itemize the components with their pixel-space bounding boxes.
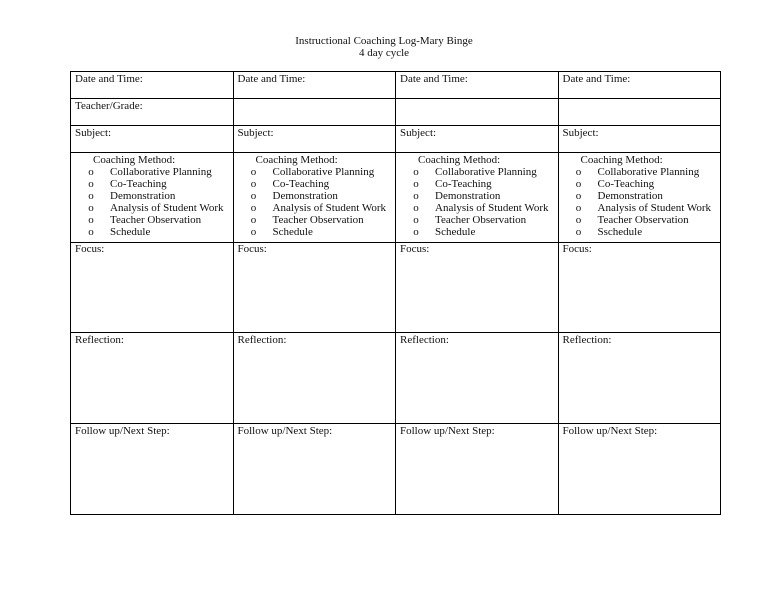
coaching-method-option[interactable] (573, 190, 717, 202)
row-subject (71, 126, 721, 153)
cell-focus[interactable] (558, 243, 721, 333)
cell-date-time[interactable] (396, 72, 559, 99)
option-label: Teacher Observation (110, 214, 202, 226)
row-focus (71, 243, 721, 333)
row-follow-up (71, 424, 721, 515)
coaching-method-list (238, 166, 392, 238)
coaching-method-option[interactable] (573, 214, 717, 226)
option-label: Collaborative Planning (110, 166, 212, 178)
option-label: Schedule (110, 226, 151, 238)
option-label: Collaborative Planning (272, 166, 375, 178)
row-teacher-grade (71, 99, 721, 126)
coaching-method-label: Coaching Method: (255, 154, 338, 166)
row-reflection (71, 333, 721, 424)
coaching-method-option[interactable] (248, 226, 392, 238)
follow-up-label: Follow up/Next Step: (400, 425, 495, 437)
option-label: Demonstration (597, 190, 663, 202)
subject-label: Subject: (237, 127, 274, 139)
option-label: Analysis of Student Work (435, 202, 549, 214)
option-label: Teacher Observation (435, 214, 527, 226)
circle-bullet-icon: o (88, 202, 94, 214)
cell-reflection[interactable] (233, 333, 396, 424)
coaching-method-option[interactable] (410, 190, 554, 202)
coaching-method-option[interactable] (410, 214, 554, 226)
option-label: Analysis of Student Work (110, 202, 224, 214)
cell-follow-up[interactable] (558, 424, 721, 515)
document-header (0, 35, 768, 59)
coaching-method-option[interactable] (85, 226, 229, 238)
circle-bullet-icon: o (88, 166, 94, 178)
circle-bullet-icon: o (575, 214, 582, 226)
subject-label: Subject: (562, 127, 599, 139)
circle-bullet-icon: o (250, 190, 257, 202)
circle-bullet-icon: o (250, 202, 257, 214)
reflection-label: Reflection: (237, 334, 287, 346)
coaching-method-option[interactable] (85, 178, 229, 190)
coaching-method-option[interactable] (410, 226, 554, 238)
circle-bullet-icon: o (575, 202, 582, 214)
cell-date-time[interactable] (233, 72, 396, 99)
option-label: Demonstration (435, 190, 501, 202)
circle-bullet-icon: o (575, 178, 582, 190)
circle-bullet-icon: o (575, 166, 582, 178)
date-time-label: Date and Time: (562, 73, 631, 85)
cell-date-time[interactable] (71, 72, 234, 99)
cell-subject[interactable] (71, 126, 234, 153)
coaching-method-option[interactable] (85, 190, 229, 202)
circle-bullet-icon: o (413, 214, 419, 226)
reflection-label: Reflection: (75, 334, 124, 346)
circle-bullet-icon: o (250, 226, 257, 238)
cell-subject[interactable] (233, 126, 396, 153)
cell-teacher-grade[interactable] (558, 99, 721, 126)
subject-label: Subject: (75, 127, 112, 139)
coaching-method-option[interactable] (410, 178, 554, 190)
coaching-method-option[interactable] (410, 166, 554, 178)
date-time-label: Date and Time: (237, 73, 306, 85)
cell-focus[interactable] (233, 243, 396, 333)
option-label: Schedule (272, 226, 313, 238)
option-label: Analysis of Student Work (272, 202, 386, 214)
cell-teacher-grade[interactable] (396, 99, 559, 126)
cell-teacher-grade[interactable] (233, 99, 396, 126)
coaching-method-label: Coaching Method: (93, 154, 176, 166)
coaching-method-option[interactable] (573, 226, 717, 238)
circle-bullet-icon: o (250, 166, 257, 178)
date-time-label: Date and Time: (75, 73, 143, 85)
option-label: Co-Teaching (110, 178, 167, 190)
coaching-method-option[interactable] (573, 166, 717, 178)
row-coaching-method (71, 153, 721, 243)
cell-reflection[interactable] (71, 333, 234, 424)
circle-bullet-icon: o (250, 214, 257, 226)
option-label: Collaborative Planning (435, 166, 537, 178)
subject-label: Subject: (400, 127, 437, 139)
coaching-method-label: Coaching Method: (418, 154, 501, 166)
coaching-method-list (400, 166, 554, 238)
option-label: Collaborative Planning (597, 166, 700, 178)
coaching-method-option[interactable] (248, 190, 392, 202)
circle-bullet-icon: o (413, 178, 419, 190)
coaching-method-list (563, 166, 717, 238)
option-label: Co-Teaching (597, 178, 655, 190)
coaching-method-option[interactable] (248, 202, 392, 214)
circle-bullet-icon: o (88, 190, 94, 202)
coaching-method-option[interactable] (573, 202, 717, 214)
coaching-method-option[interactable] (410, 202, 554, 214)
document-title: Instructional Coaching Log-Mary Binge (295, 35, 473, 47)
coaching-method-option[interactable] (248, 166, 392, 178)
coaching-method-option[interactable] (573, 178, 717, 190)
reflection-label: Reflection: (562, 334, 612, 346)
option-label: Demonstration (110, 190, 176, 202)
coaching-method-list (75, 166, 229, 238)
circle-bullet-icon: o (413, 202, 419, 214)
option-label: Teacher Observation (272, 214, 364, 226)
option-label: Analysis of Student Work (597, 202, 711, 214)
focus-label: Focus: (237, 243, 267, 255)
coaching-method-label: Coaching Method: (580, 154, 663, 166)
coaching-method-option[interactable] (248, 178, 392, 190)
option-label: Teacher Observation (597, 214, 689, 226)
cell-coaching-method (233, 153, 396, 243)
date-time-label: Date and Time: (400, 73, 468, 85)
circle-bullet-icon: o (575, 226, 582, 238)
coaching-method-option[interactable] (248, 214, 392, 226)
circle-bullet-icon: o (413, 190, 419, 202)
follow-up-label: Follow up/Next Step: (562, 425, 658, 437)
cell-focus[interactable] (71, 243, 234, 333)
cell-coaching-method (71, 153, 234, 243)
circle-bullet-icon: o (575, 190, 582, 202)
circle-bullet-icon: o (413, 166, 419, 178)
focus-label: Focus: (75, 243, 105, 255)
cell-coaching-method (396, 153, 559, 243)
option-label: Co-Teaching (272, 178, 330, 190)
coaching-method-option[interactable] (85, 214, 229, 226)
focus-label: Focus: (562, 243, 592, 255)
circle-bullet-icon: o (250, 178, 257, 190)
coaching-method-option[interactable] (85, 166, 229, 178)
reflection-label: Reflection: (400, 334, 449, 346)
cell-subject[interactable] (558, 126, 721, 153)
option-label: Sschedule (597, 226, 643, 238)
cell-reflection[interactable] (396, 333, 559, 424)
circle-bullet-icon: o (88, 214, 94, 226)
circle-bullet-icon: o (88, 178, 94, 190)
option-label: Demonstration (272, 190, 338, 202)
option-label: Co-Teaching (435, 178, 492, 190)
cell-teacher-grade[interactable] (71, 99, 234, 126)
cell-subject[interactable] (396, 126, 559, 153)
cell-follow-up[interactable] (396, 424, 559, 515)
option-label: Schedule (435, 226, 476, 238)
focus-label: Focus: (400, 243, 430, 255)
circle-bullet-icon: o (88, 226, 94, 238)
coaching-method-option[interactable] (85, 202, 229, 214)
cell-date-time[interactable] (558, 72, 721, 99)
cell-focus[interactable] (396, 243, 559, 333)
cell-coaching-method (558, 153, 721, 243)
document-subtitle: 4 day cycle (358, 47, 410, 59)
teacher-grade-label: Teacher/Grade: (75, 100, 143, 112)
coaching-log-table (70, 71, 721, 515)
follow-up-label: Follow up/Next Step: (237, 425, 333, 437)
cell-reflection[interactable] (558, 333, 721, 424)
circle-bullet-icon: o (413, 226, 419, 238)
cell-follow-up[interactable] (71, 424, 234, 515)
cell-follow-up[interactable] (233, 424, 396, 515)
row-date-time (71, 72, 721, 99)
follow-up-label: Follow up/Next Step: (75, 425, 170, 437)
